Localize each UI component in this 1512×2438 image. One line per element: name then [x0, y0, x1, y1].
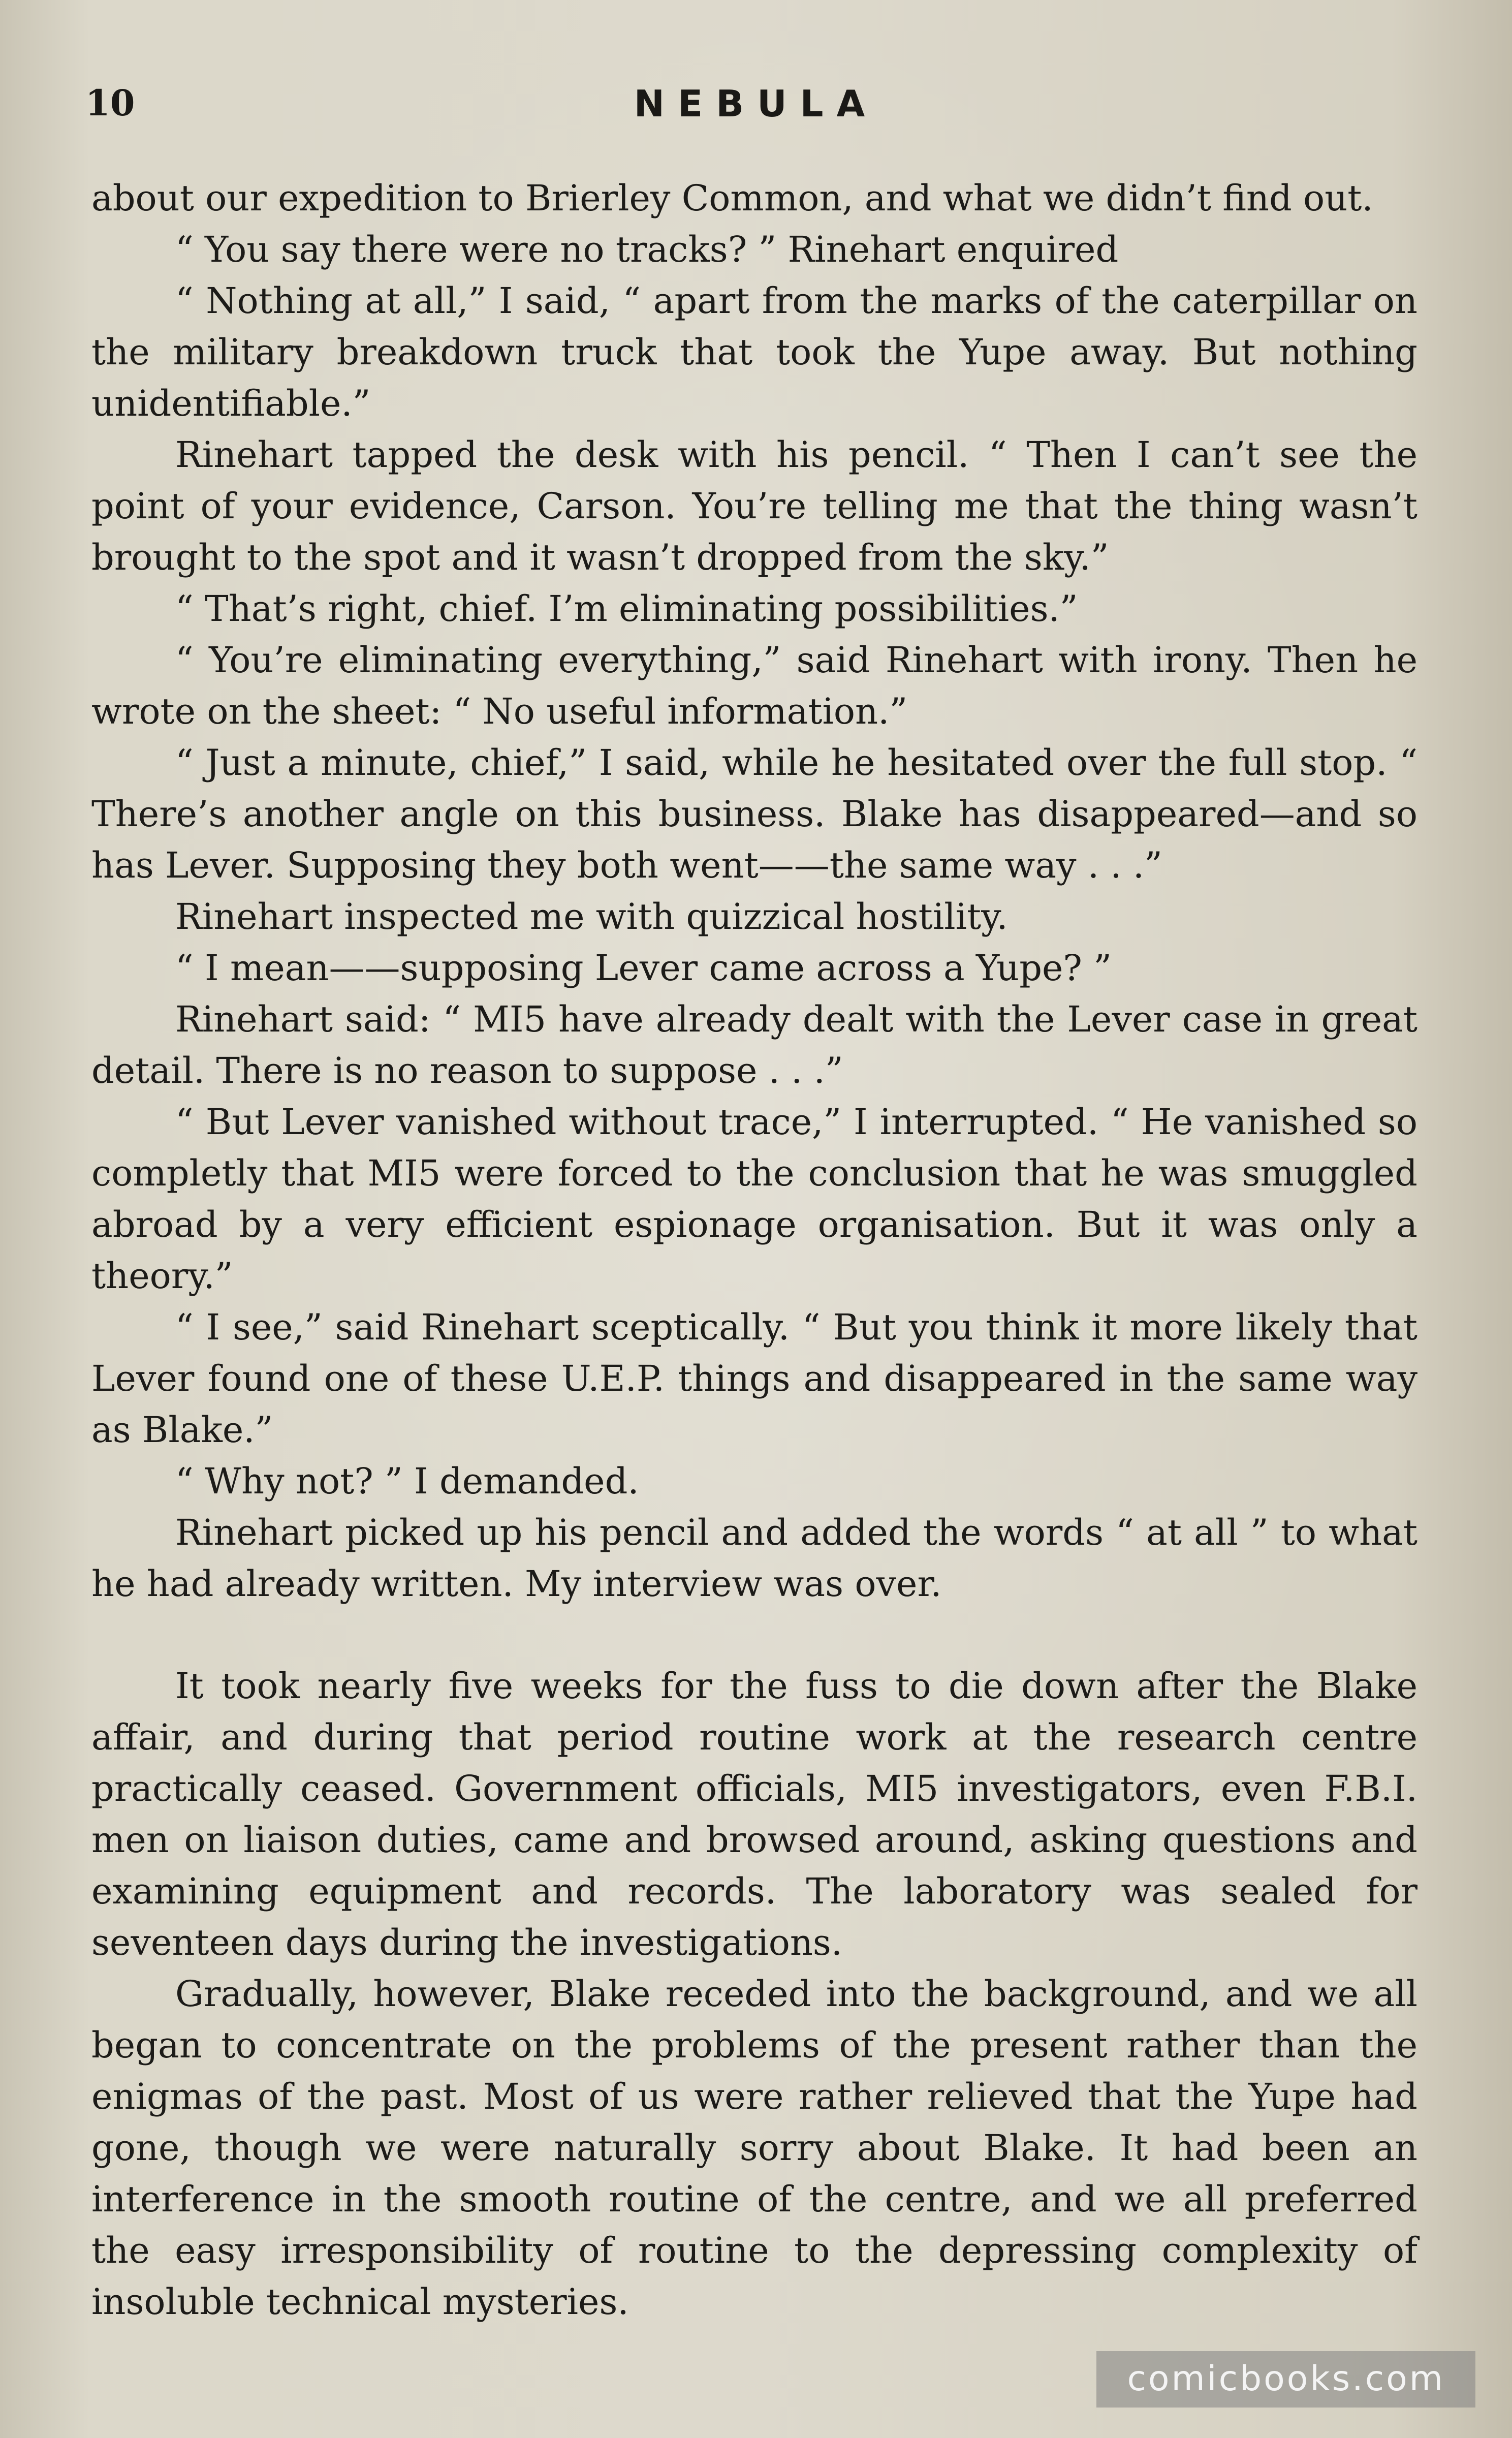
paragraph: Gradually, however, Blake receded into the background, and we all began to concentrate on the problems of the present rather than the enigmas of the past. Most of us were rather relieved that the Yupe had gone, though we were naturally sorry about Blake. It had been an interference in the smooth routine of the centre, and we all preferred the easy irresponsibility of routine to the depressing complexity of insoluble technical mysteries. — [91, 1973, 1418, 2323]
page-number: 10 — [85, 82, 135, 124]
paragraph: about our expedition to Brierley Common, and what we didn’t find out. — [91, 177, 1373, 219]
paragraph: “ I mean——supposing Lever came across a Yupe? ” — [175, 947, 1112, 989]
paragraph: “ You say there were no tracks? ” Rinehart enquired — [175, 229, 1119, 270]
paragraph: “ I see,” said Rinehart sceptically. “ But you think it more likely that Lever found one of these U.E.P. things and disappeared in the same way as Blake.” — [91, 1306, 1418, 1451]
paragraph: “ But Lever vanished without trace,” I interrupted. “ He vanished so completly that MI5 were forced to the conclusion that he was smuggled abroad by a very efficient espionage organisation. But it was only a theory.” — [91, 1101, 1418, 1297]
watermark: comicbooks.com — [1096, 2351, 1475, 2408]
paragraph: “ Nothing at all,” I said, “ apart from the marks of the caterpillar on the military breakdown truck that took the Yupe away. But nothing unidentifiable.” — [91, 280, 1418, 424]
paragraph: It took nearly five weeks for the fuss to die down after the Blake affair, and during that period routine work at the research centre practically ceased. Government officials, MI5 investigators, even F.B.I. men on liaison duties, came and browsed around, asking questions and examining equipment and records. The laboratory was sealed for seventeen days during the investigations. — [91, 1665, 1418, 1963]
paragraph: “ That’s right, chief. I’m eliminating possibilities.” — [175, 588, 1078, 630]
paragraph: Rinehart tapped the desk with his pencil. “ Then I can’t see the point of your evidence, Carson. You’re telling me that the thing wasn’t brought to the spot and it wasn’t dropped from the sky.” — [91, 434, 1418, 578]
body-text — [91, 173, 1418, 2328]
paragraph: “ Just a minute, chief,” I said, while he hesitated over the full stop. “ There’s another angle on this business. Blake has disappeared—and so has Lever. Supposing they both went——the same way . . .” — [91, 742, 1418, 886]
paragraph: Rinehart inspected me with quizzical hostility. — [175, 896, 1008, 937]
paragraph: Rinehart said: “ MI5 have already dealt with the Lever case in great detail. There is no reason to suppose . . .” — [91, 998, 1418, 1091]
running-head: NEBULA — [634, 82, 878, 125]
paragraph: “ Why not? ” I demanded. — [175, 1460, 639, 1502]
paragraph: “ You’re eliminating everything,” said Rinehart with irony. Then he wrote on the sheet: “ No useful information.” — [91, 639, 1418, 732]
paragraph: Rinehart picked up his pencil and added the words “ at all ” to what he had already written. My interview was over. — [91, 1512, 1418, 1605]
